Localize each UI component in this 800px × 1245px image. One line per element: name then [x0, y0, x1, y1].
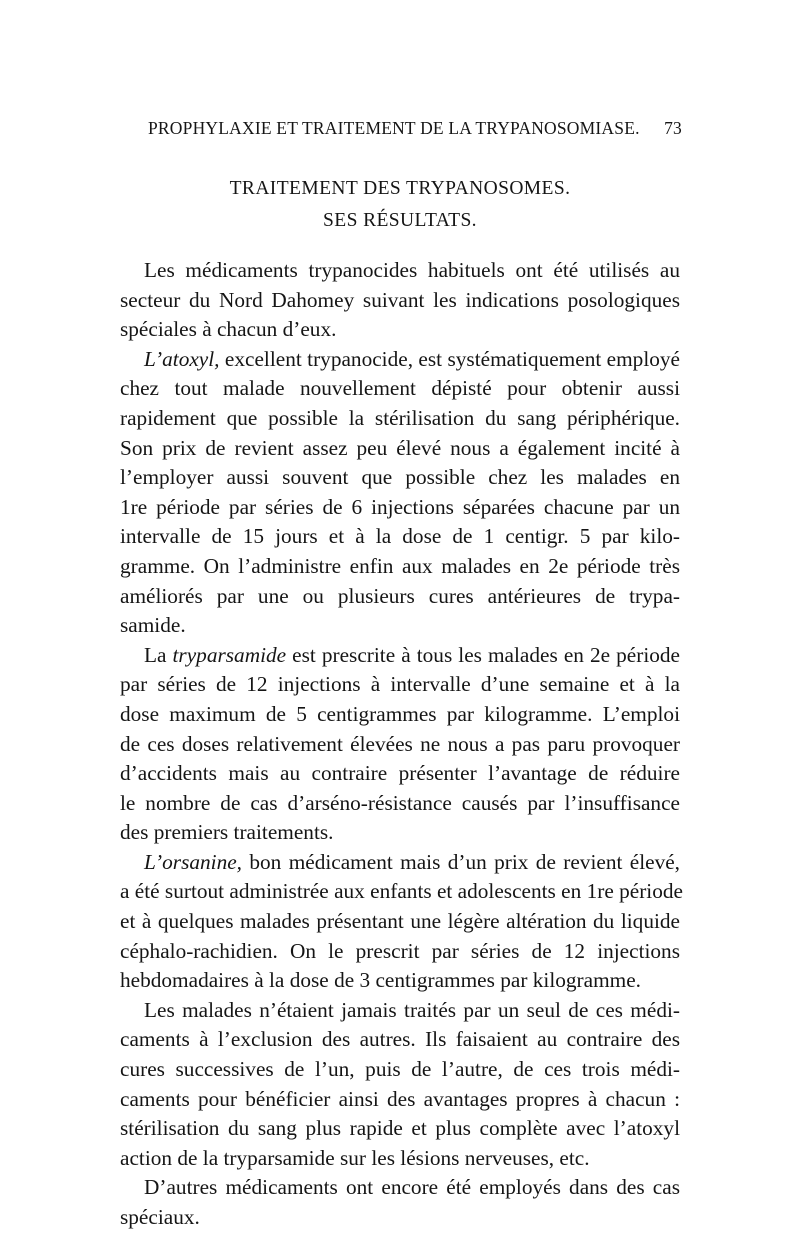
text-line: Les malades n’étaient jamais traités par un seul de ces médi- [144, 997, 680, 1022]
text-line: caments à l’exclusion des autres. Ils faisaient au contraire des [120, 1027, 680, 1052]
running-title: PROPHYLAXIE ET TRAITEMENT DE LA TRYPANOSOMIASE. [148, 118, 640, 138]
text-line [120, 345, 680, 375]
text-line: de ces doses relativement élevées ne nous a pas paru provoquer [120, 731, 680, 756]
body-text [120, 256, 683, 1233]
page-number: 73 [664, 118, 682, 138]
text-line: samide. [120, 613, 186, 638]
text-line: l’employer aussi souvent que possible chez les malades en [120, 465, 680, 490]
text-line: par séries de 12 injections à intervalle d’une semaine et à la [120, 672, 680, 697]
drug-name-tryparsamide: tryparsamide [172, 642, 287, 667]
text-line: secteur du Nord Dahomey suivant les indications posologiques [120, 287, 680, 312]
section-title: TRAITEMENT DES TRYPANOSOMES. [229, 178, 571, 199]
text-line: le nombre de cas d’arséno-résistance causés par l’insuffisance [120, 790, 680, 815]
text-line: spéciales à chacun d’eux. [120, 317, 337, 342]
text-line: améliorés par une ou plusieurs cures antérieures de trypa- [120, 583, 680, 608]
section-subtitle: SES RÉSULTATS. [323, 210, 477, 231]
text-line: rapidement que possible la stérilisation du sang périphérique. [120, 405, 680, 430]
text-line: Les médicaments trypanocides habituels ont été utilisés au [144, 258, 680, 282]
text-line: chez tout malade nouvellement dépisté pour obtenir aussi [120, 376, 680, 401]
text-line: et à quelques malades présentant une légère altération du liquide [120, 909, 680, 934]
text-line [120, 848, 680, 878]
text-line: intervalle de 15 jours et à la dose de 1 centigr. 5 par kilo- [120, 524, 680, 549]
text-line [120, 641, 680, 671]
text-line: des premiers traitements. [120, 820, 334, 845]
drug-name-orsanine: L’orsanine, [144, 849, 243, 874]
text-line: Son prix de revient assez peu élevé nous a également incité à [120, 435, 680, 460]
text-line: spéciaux. [120, 1205, 200, 1229]
text-line: céphalo-rachidien. On le prescrit par séries de 12 injections [120, 938, 680, 963]
text-line: a été surtout administrée aux enfants et adolescents en 1re période [120, 879, 683, 904]
text-segment: excellent trypanocide, est systématiquement employé [219, 346, 680, 371]
text-line: gramme. On l’administre enfin aux malades en 2e période très [120, 553, 680, 578]
text-line: caments pour bénéficier ainsi des avantages propres à chacun : [120, 1086, 680, 1111]
text-segment: est prescrite à tous les malades en 2e période [286, 642, 680, 667]
text-line: D’autres médicaments ont encore été employés dans des cas [144, 1175, 680, 1200]
text-line: action de la tryparsamide sur les lésions nerveuses, etc. [120, 1145, 590, 1170]
running-header [148, 118, 682, 139]
text-line: 1re période par séries de 6 injections séparées chacune par un [120, 494, 680, 519]
text-line: hebdomadaires à la dose de 3 centigrammes par kilogramme. [120, 968, 641, 993]
drug-name-atoxyl: L’atoxyl, [144, 346, 220, 371]
text-segment: La [144, 642, 173, 667]
text-line: d’accidents mais au contraire présenter l’avantage de réduire [120, 761, 680, 786]
text-segment: bon médicament mais d’un prix de revient élevé, [242, 849, 680, 874]
text-line: cures successives de l’un, puis de l’autre, de ces trois médi- [120, 1057, 680, 1082]
text-line: dose maximum de 5 centigrammes par kilogramme. L’emploi [120, 701, 680, 726]
text-line: stérilisation du sang plus rapide et plus complète avec l’atoxyl [120, 1116, 680, 1141]
